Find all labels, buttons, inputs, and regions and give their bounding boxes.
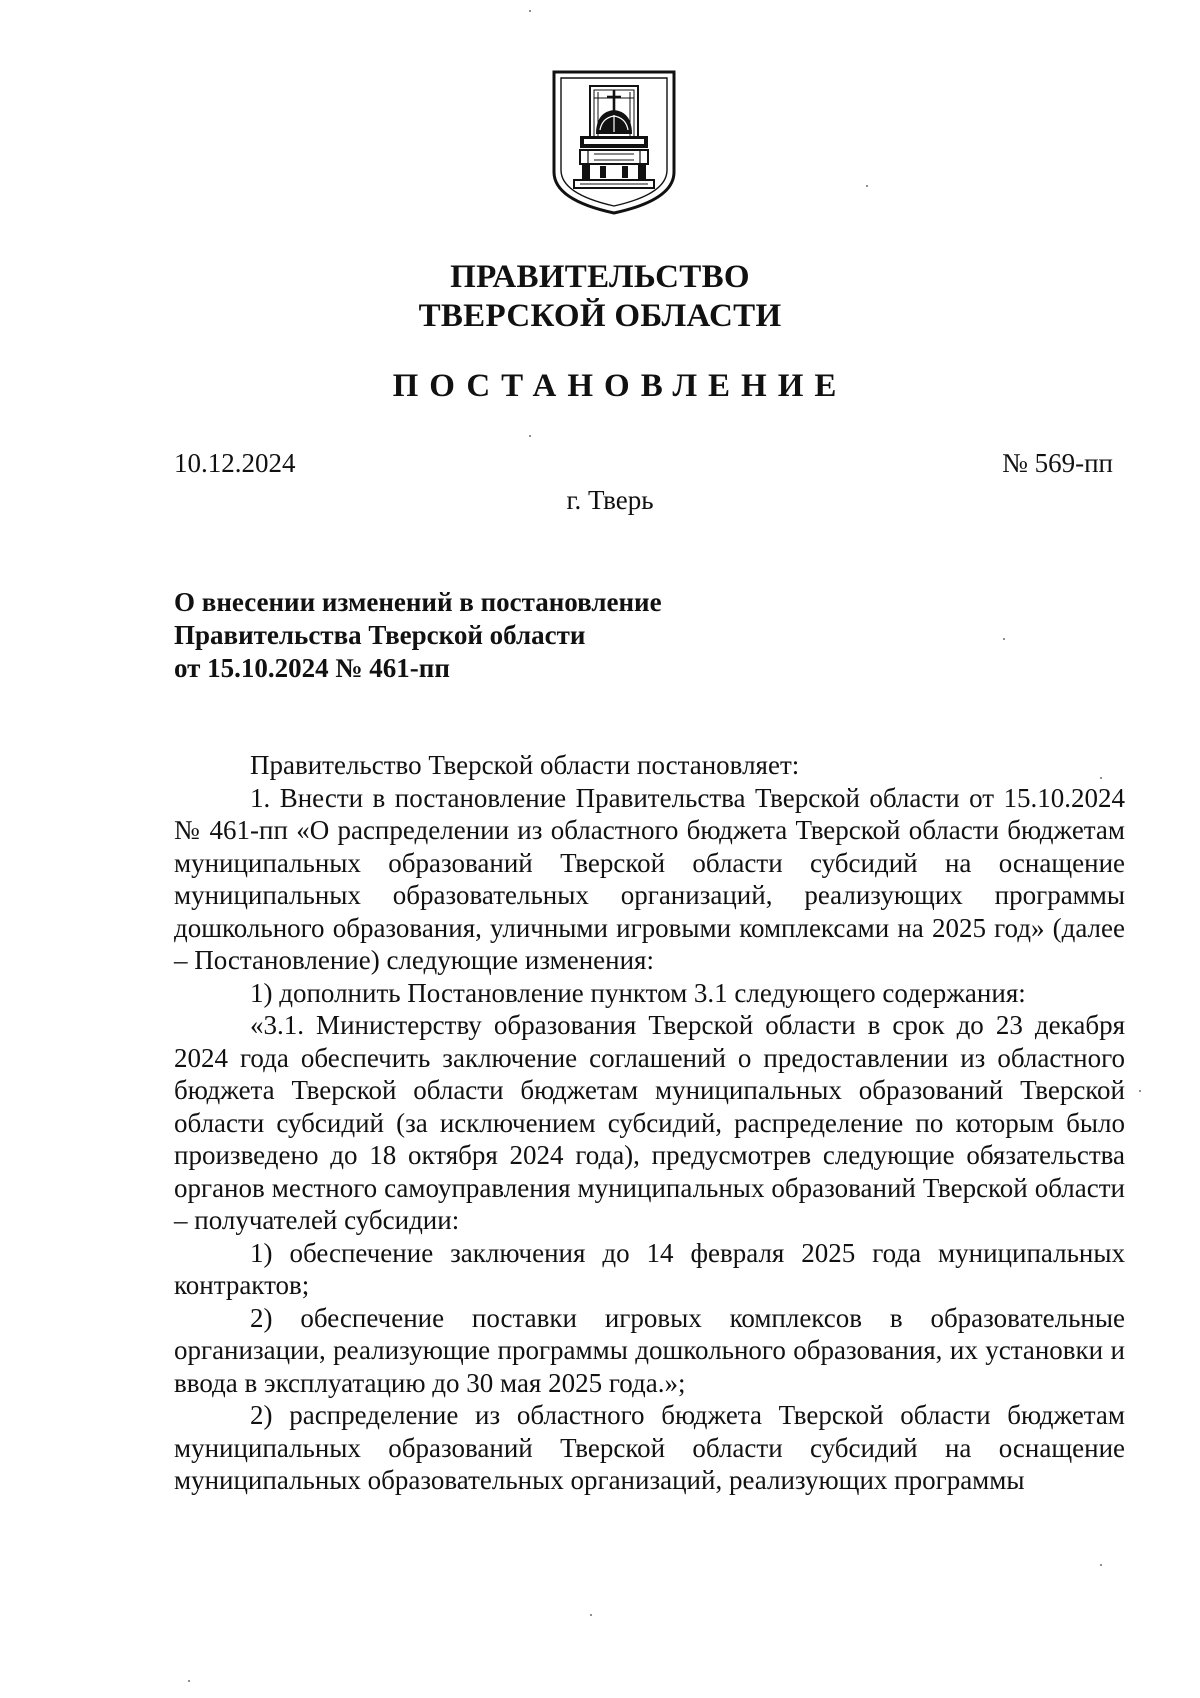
scan-speck xyxy=(1100,777,1102,779)
scan-speck xyxy=(188,1680,190,1682)
org-title-line2: ТВЕРСКОЙ ОБЛАСТИ xyxy=(418,298,782,334)
body-paragraph: 1. Внести в постановление Правительства Тверской области от 15.10.2024 № 461-пп «О распределении из областного бюджета Тверской области бюджетам муниципальных образований Тверской области субсидий на оснащение муниципальных образовательных организаций, реализующих программы дошкольного образования, уличными игровыми комплексами на 2025 год» (далее – Постановление) следующие изменения: xyxy=(174,782,1125,975)
body-paragraph: 1) обеспечение заключения до 14 февраля 2025 года муниципальных контрактов; xyxy=(174,1237,1125,1300)
document-subject xyxy=(174,586,874,685)
document-body xyxy=(174,749,1125,1497)
subject-line: О внесении изменений в постановление xyxy=(174,587,662,617)
subject-line: от 15.10.2024 № 461-пп xyxy=(174,653,450,683)
scan-speck xyxy=(529,10,531,12)
body-paragraph: Правительство Тверской области постановляет: xyxy=(250,750,800,780)
document-date: 10.12.2024 xyxy=(174,448,296,478)
document-type-heading: ПОСТАНОВЛЕНИЕ xyxy=(392,368,848,404)
body-paragraph: 1) дополнить Постановление пунктом 3.1 следующего содержания: xyxy=(250,977,1026,1008)
body-paragraph: 2) распределение из областного бюджета Тверской области бюджетам муниципальных образований Тверской области субсидий на оснащение муниципальных образовательных организаций, реализующих программы xyxy=(174,1400,1125,1495)
scan-speck xyxy=(1139,1090,1141,1092)
scan-speck xyxy=(590,1614,592,1616)
scan-speck xyxy=(1100,1564,1102,1566)
document-city: г. Тверь xyxy=(566,485,654,515)
scan-speck xyxy=(529,435,531,437)
body-paragraph: «3.1. Министерству образования Тверской области в срок до 23 декабря 2024 года обеспечить заключение соглашений о предоставлении из областного бюджета Тверской области бюджетам муниципальных образований Тверской области субсидий (за исключением субсидий, распределение по которым было произведено до 18 октября 2024 года), предусмотрев следующие обязательства органов местного самоуправления муниципальных образований Тверской области – получателей субсидии: xyxy=(174,1010,1125,1235)
org-title-line1: ПРАВИТЕЛЬСТВО xyxy=(450,259,750,295)
body-paragraph: 2) обеспечение поставки игровых комплексов в образовательные организации, реализующие программы дошкольного образования, их установки и ввода в эксплуатацию до 30 мая 2025 года.»; xyxy=(174,1302,1125,1398)
document-number: № 569-пп xyxy=(1002,448,1113,478)
subject-line: Правительства Тверской области xyxy=(174,620,586,650)
tver-coat-of-arms-icon xyxy=(550,68,678,216)
scan-speck xyxy=(866,185,868,187)
scan-speck xyxy=(1003,638,1005,640)
